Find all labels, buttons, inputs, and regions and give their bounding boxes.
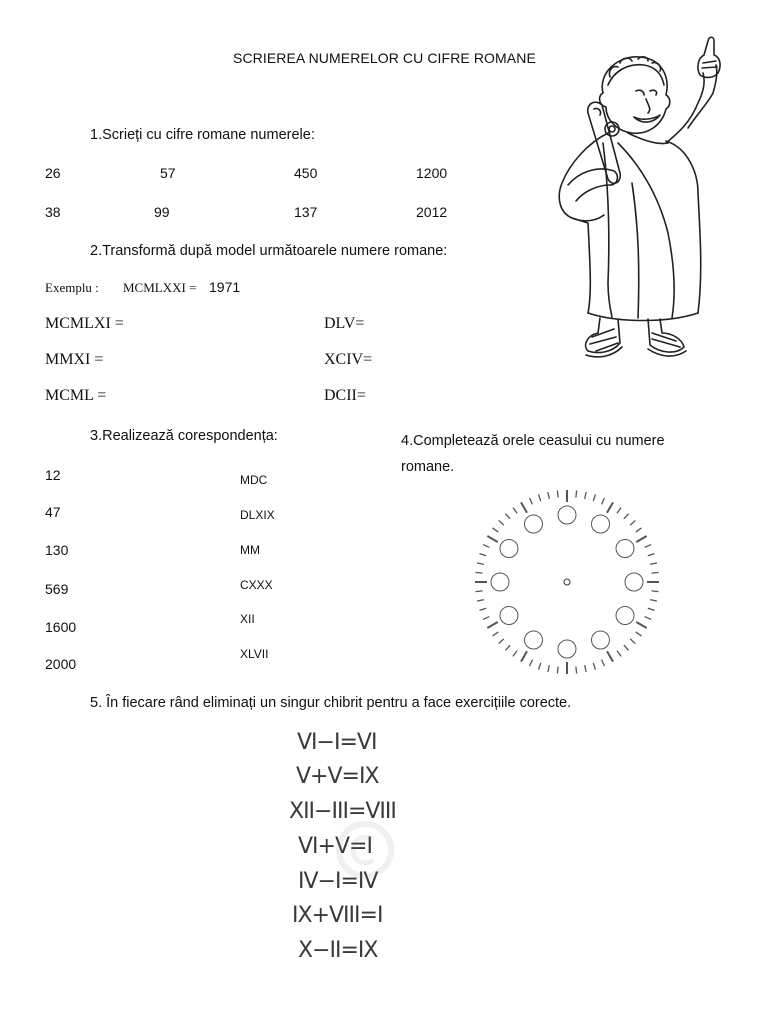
clock-tick	[617, 651, 621, 657]
clock-tick	[477, 600, 484, 601]
ex1-number: 137	[294, 204, 318, 220]
page-title: SCRIEREA NUMERELOR CU CIFRE ROMANE	[233, 50, 536, 66]
clock-hour-slot[interactable]	[558, 640, 576, 658]
clock-hour-slot[interactable]	[500, 607, 518, 625]
ex1-number: 26	[45, 165, 61, 181]
clock-tick	[499, 520, 504, 525]
clock-tick	[548, 492, 549, 499]
exercise-3-heading: 3.Realizează corespondența:	[90, 428, 278, 444]
clock-hour-slot[interactable]	[491, 573, 509, 591]
clock-tick	[539, 663, 541, 670]
clock-tick	[585, 665, 586, 672]
clock-tick	[476, 591, 483, 592]
roman-numeral-item: DLV=	[324, 315, 365, 332]
matchstick-equation: IX+VIII=I	[292, 903, 383, 928]
roman-numeral-item: MCML =	[45, 387, 107, 404]
match-roman: XLVII	[240, 647, 269, 661]
clock-face-icon	[472, 487, 662, 677]
clock-tick	[513, 651, 517, 657]
clock-tick	[483, 545, 489, 548]
clock-tick	[602, 660, 605, 666]
clock-tick	[624, 645, 629, 650]
clock-tick	[530, 660, 533, 666]
clock-tick	[521, 651, 527, 661]
clock-tick	[636, 632, 642, 636]
clock-tick	[607, 651, 613, 661]
clock-hour-slot[interactable]	[525, 631, 543, 649]
clock-hour-slot[interactable]	[558, 506, 576, 524]
roman-numeral-item: XCIV=	[324, 351, 373, 368]
clock-tick	[593, 663, 595, 670]
exercise-4-heading: 4.Completează orele ceasului cu numere	[401, 433, 665, 449]
clock-tick	[652, 591, 659, 592]
clock-tick	[539, 495, 541, 502]
clock-tick	[630, 520, 635, 525]
clock-tick	[480, 608, 487, 610]
match-number: 12	[45, 467, 61, 483]
match-roman: XII	[240, 612, 255, 626]
exercise-1-heading: 1.Scrieți cu cifre romane numerele:	[90, 127, 315, 143]
clock-tick	[593, 495, 595, 502]
clock-hour-slot[interactable]	[525, 515, 543, 533]
match-roman: MDC	[240, 473, 268, 487]
clock-tick	[505, 514, 510, 519]
ex1-number: 2012	[416, 204, 448, 220]
clock-hour-slot[interactable]	[592, 515, 610, 533]
clock-tick	[607, 502, 613, 512]
clock-center	[564, 579, 570, 585]
matchstick-equation: VI−I=VI	[297, 730, 377, 755]
clock-tick	[652, 572, 659, 573]
clock-tick	[636, 528, 642, 532]
match-number: 1600	[45, 619, 77, 635]
clock-hour-slot[interactable]	[616, 540, 634, 558]
clock-tick	[487, 536, 497, 542]
matchstick-equation: IV−I=IV	[298, 869, 378, 894]
match-roman: CXXX	[240, 578, 273, 592]
clock-tick	[477, 563, 484, 564]
ex1-number: 57	[160, 165, 176, 181]
clock-tick	[585, 492, 586, 499]
clock-tick	[557, 667, 558, 674]
clock-tick	[648, 554, 655, 556]
watermark-icon	[335, 820, 395, 880]
clock-tick	[487, 622, 497, 628]
roman-man-illustration	[548, 33, 748, 368]
example-label: Exemplu :	[45, 280, 99, 295]
clock-tick	[636, 536, 646, 542]
clock-tick	[617, 508, 621, 514]
clock-tick	[513, 508, 517, 514]
exercise-2-heading: 2.Transformă după model următoarele numere romane:	[90, 243, 448, 259]
clock-tick	[650, 600, 657, 601]
clock-tick	[476, 572, 483, 573]
matchstick-equation: V+V=IX	[296, 764, 379, 789]
clock-hour-slot[interactable]	[625, 573, 643, 591]
roman-numeral-item: MMXI =	[45, 351, 104, 368]
roman-numeral-item: DCII=	[324, 387, 366, 404]
match-number: 2000	[45, 656, 77, 672]
clock-tick	[602, 498, 605, 504]
exercise-5-heading: 5. În fiecare rând eliminați un singur chibrit pentru a face exercițiile corecte.	[90, 695, 572, 711]
clock-hour-slot[interactable]	[500, 540, 518, 558]
match-number: 130	[45, 542, 69, 558]
clock-tick	[483, 617, 489, 620]
ex1-number: 450	[294, 165, 318, 181]
matchstick-equation: VI+V=I	[298, 834, 372, 859]
clock-tick	[557, 491, 558, 498]
clock-tick	[624, 514, 629, 519]
clock-tick	[548, 665, 549, 672]
clock-tick	[499, 639, 504, 644]
clock-tick	[521, 502, 527, 512]
clock-tick	[645, 617, 651, 620]
ex1-number: 99	[154, 204, 170, 220]
clock-tick	[493, 528, 499, 532]
clock-tick	[505, 645, 510, 650]
exercise-4-heading-cont: romane.	[401, 459, 455, 475]
clock-tick	[480, 554, 487, 556]
example-value: 1971	[209, 279, 241, 295]
ex1-number: 38	[45, 204, 61, 220]
clock-tick	[576, 667, 577, 674]
clock-tick	[630, 639, 635, 644]
ex1-number: 1200	[416, 165, 448, 181]
example-roman: MCMLXXI =	[123, 280, 197, 295]
match-number: 47	[45, 504, 61, 520]
roman-numeral-item: MCMLXI =	[45, 315, 124, 332]
clock-tick	[636, 622, 646, 628]
clock-hour-slot[interactable]	[592, 631, 610, 649]
match-roman: MM	[240, 543, 260, 557]
clock-tick	[493, 632, 499, 636]
clock-hour-slot[interactable]	[616, 607, 634, 625]
clock-tick	[650, 563, 657, 564]
match-roman: DLXIX	[240, 508, 275, 522]
matchstick-equation: X−II=IX	[298, 938, 378, 963]
clock-tick	[530, 498, 533, 504]
clock-tick	[645, 545, 651, 548]
clock-tick	[576, 491, 577, 498]
clock-tick	[648, 608, 655, 610]
matchstick-equation: XII−III=VIII	[289, 799, 396, 824]
match-number: 569	[45, 581, 69, 597]
